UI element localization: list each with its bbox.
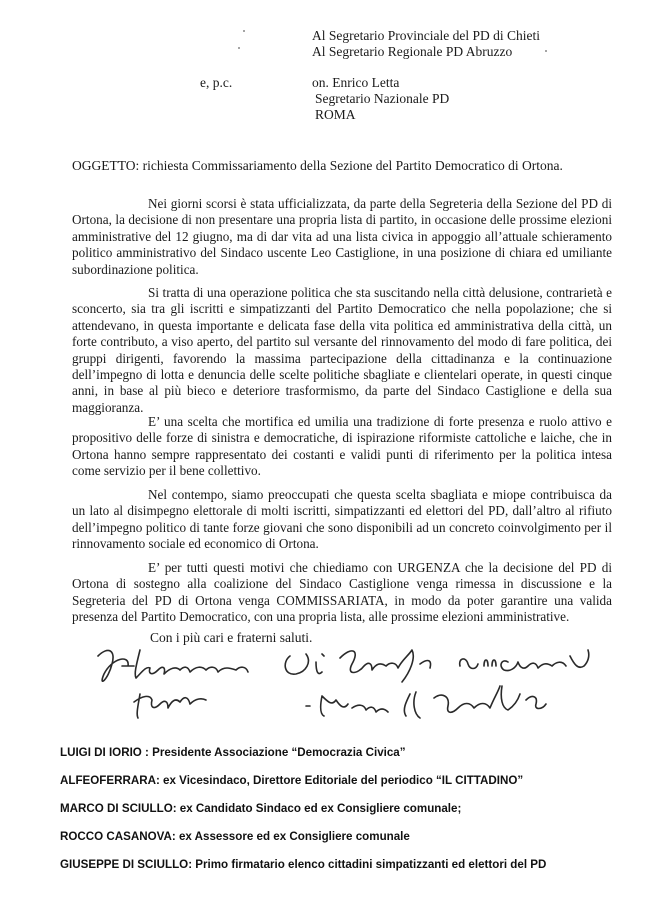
paragraph-text: Si tratta di una operazione politica che sta suscitando nella città delusione, contrarietà e sconcerto, sia tra gli iscritti e simpatizzanti del Partito Democratico che nella popolazione; che si attendevano, in questa importante e delicata fase della vita politica ed amministrativa della città, un forte contributo, a viso aperto, del partito sul versante del rinnovamento del modo di fare politica, dei gruppi dirigenti, favorendo la massima partecipazione della cittadinanza e la continuazione dell’impegno di lotta e denuncia delle scelte politiche sbagliate e clientelari operate, in questi cinque anni, in base al più bieco e deteriore trasformismo, da parte del Sindaco Castiglione e della sua maggioranza. bbox=[72, 285, 612, 415]
recipients-block bbox=[312, 28, 540, 60]
body-paragraph-1 bbox=[72, 196, 612, 278]
handwritten-signatures bbox=[90, 636, 610, 726]
signature-ferrara bbox=[98, 650, 248, 681]
paragraph-text: Nel contempo, siamo preoccupati che questa scelta sbagliata e miope contribuisca da un lato al disimpegno elettorale di molti iscritti, simpatizzanti ed elettori del PD, dall’altro al rifiuto dell’impegno politico di tante forze giovani che sono disponibili ad un concreto coinvolgimento per il rinnovamento sociale ed economico di Ortona. bbox=[72, 487, 612, 552]
signatory-di-iorio: LUIGI DI IORIO : Presidente Associazione “Democrazia Civica” bbox=[60, 746, 406, 759]
signature-di-sciullo-2 bbox=[306, 686, 546, 718]
cc-name: on. Enrico Letta bbox=[312, 75, 400, 90]
recipient-regional: Al Segretario Regionale PD Abruzzo bbox=[312, 44, 513, 59]
recipient-provincial: Al Segretario Provinciale del PD di Chieti bbox=[312, 28, 540, 43]
closing-salutation: Con i più cari e fraterni saluti. bbox=[150, 630, 313, 645]
cc-block bbox=[312, 75, 449, 123]
signatory-giuseppe-di-sciullo: GIUSEPPE DI SCIULLO: Primo firmatario elenco cittadini simpatizzanti ed elettori del PD bbox=[60, 858, 547, 871]
subject-line: OGGETTO: richiesta Commissariamento della Sezione del Partito Democratico di Ortona. bbox=[72, 158, 563, 173]
paragraph-text: E’ per tutti questi motivi che chiediamo con URGENZA che la decisione del PD di Ortona di sostegno alla coalizione del Sindaco Castiglione venga rimessa in discussione e la Segreteria del PD di Ortona venga COMMISSARIATA, in modo da poter garantire una valida presenza del Partito Democratico, con una propria lista, alle prossime elezioni amministrative. bbox=[72, 560, 612, 625]
paragraph-text: E’ una scelta che mortifica ed umilia una tradizione di forte presenza e ruolo attivo e propositivo delle forze di sinistra e democratiche, di ispirazione riformiste cattoliche e laiche, che in Ortona hanno sempre rappresentato dei costanti e validi punti di riferimento per la politica intesa come servizio per il bene collettivo. bbox=[72, 414, 612, 479]
cc-label: e, p.c. bbox=[200, 75, 233, 90]
scan-speck bbox=[243, 30, 245, 32]
signature-di-iorio bbox=[285, 650, 430, 682]
signatory-casanova: ROCCO CASANOVA: ex Assessore ed ex Consigliere comunale bbox=[60, 830, 410, 843]
scan-speck bbox=[238, 47, 240, 49]
body-paragraph-4 bbox=[72, 487, 612, 553]
signature-di-sciullo-1 bbox=[134, 694, 206, 718]
scan-speck bbox=[545, 50, 547, 52]
cc-role: Segretario Nazionale PD bbox=[315, 91, 450, 106]
body-paragraph-2 bbox=[72, 285, 612, 416]
signature-casanova bbox=[460, 650, 589, 671]
signatory-marco-di-sciullo: MARCO DI SCIULLO: ex Candidato Sindaco ed ex Consigliere comunale; bbox=[60, 802, 462, 815]
body-paragraph-3 bbox=[72, 414, 612, 480]
body-paragraph-5 bbox=[72, 560, 612, 626]
cc-city: ROMA bbox=[315, 107, 356, 122]
signatory-ferrara: ALFEOFERRARA: ex Vicesindaco, Direttore Editoriale del periodico “IL CITTADINO” bbox=[60, 774, 524, 787]
paragraph-text: Nei giorni scorsi è stata ufficializzata, da parte della Segreteria della Sezione del PD di Ortona, la decisione di non presentare una propria lista di partito, in occasione delle prossime elezioni amministrative del 12 giugno, ma di dar vita ad una lista civica in appoggio all’attuale schieramento politico amministrativo del Sindaco uscente Leo Castiglione, in una posizione di chiara ed umiliante subordinazione politica. bbox=[72, 196, 612, 277]
